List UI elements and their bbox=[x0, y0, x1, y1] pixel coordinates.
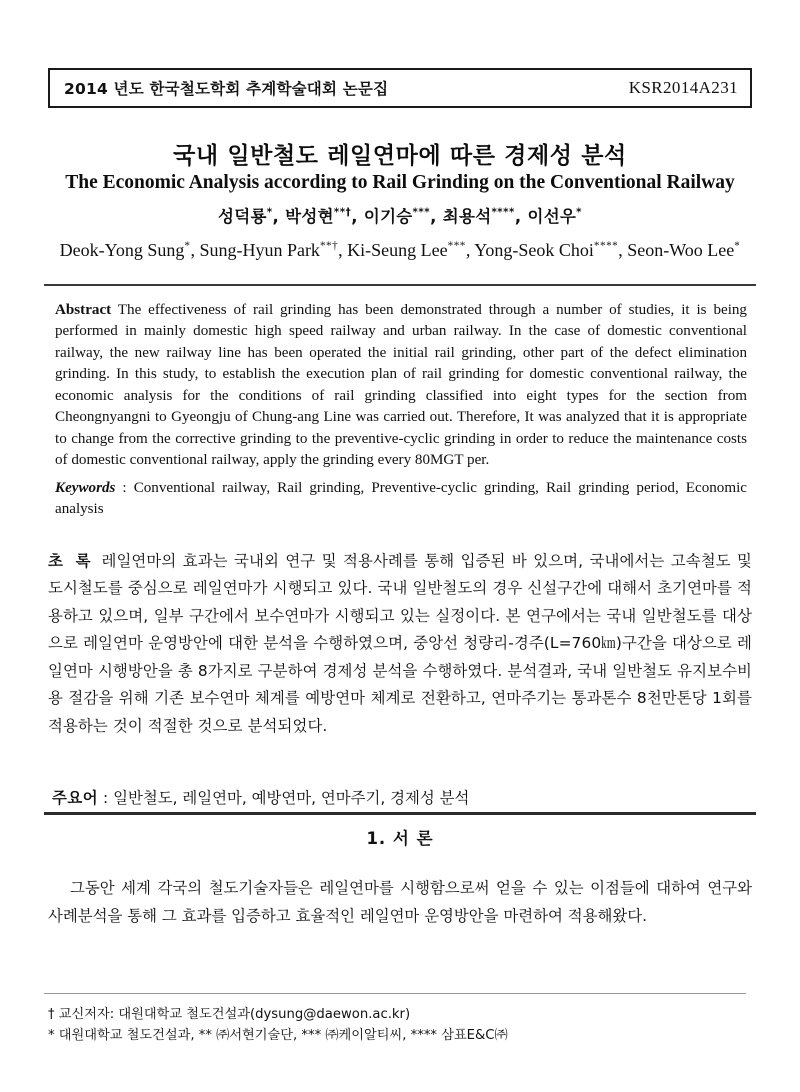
abstract-korean-text-part2: )구간을 대상으로 레일연마 시행방안을 총 8가지로 구분하여 경제성 분석을 수행하였다. 분석결과, 국내 일반철도 유지보수비용 절감을 위해 기존 보수연마 체계를 예방연마 체계로 전환하고, 연마주기는 통과톤수 8천만톤당 1회를 적용하는 것이 적절한 것으로 분석되었다. bbox=[48, 634, 753, 735]
abstract-korean-block bbox=[48, 548, 752, 740]
author-name: Sung-Hyun Park bbox=[199, 240, 320, 260]
authors-english bbox=[0, 240, 800, 261]
author-separator: , bbox=[338, 240, 348, 260]
abstract-block bbox=[55, 300, 747, 471]
author-affiliation-mark: * bbox=[266, 207, 273, 219]
abstract-text: The effectiveness of rail grinding has been demonstrated through a number of studies, it is being performed in mainly domestic high speed railway and urban railway. In the case of domestic conventional railway, the new railway line has been operated the initial rail grinding, other part of the defect elimination grinding. In this study, to establish the execution plan of rail grinding for domestic conventional railway, the economic analysis for the conditions of rail grinding classified into eight types for the section from Cheongnyangni to Gyeongju of Chung-ang Line was carried out. Therefore, It was analyzed that it is appropriate to change from the corrective grinding to the preventive-cyclic grinding in order to reduce the maintenance costs of domestic conventional railway, apply the grinding every 80MGT per. bbox=[55, 302, 747, 468]
author-name: 성덕룡 bbox=[217, 207, 267, 226]
author-affiliation-mark: * bbox=[734, 240, 741, 252]
footnote-separator bbox=[44, 993, 746, 994]
author-name: Seon-Woo Lee bbox=[627, 240, 735, 260]
author-separator: , bbox=[430, 207, 443, 226]
keywords-text: Conventional railway, Rail grinding, Preventive-cyclic grinding, Rail grinding period, Economic analysis bbox=[55, 480, 747, 518]
author-name: Yong-Seok Choi bbox=[474, 240, 594, 260]
section-paragraph: 그동안 세계 각국의 철도기술자들은 레일연마를 시행함으로써 얻을 수 있는 이점들에 대하여 연구와 사례분석을 통해 그 효과를 입증하고 효율적인 레일연마 운영방안을 마련하여 적용해왔다. bbox=[48, 879, 752, 926]
author-separator: , bbox=[618, 240, 628, 260]
author-affiliation-mark: *** bbox=[447, 240, 466, 252]
abstract-label: Abstract bbox=[55, 302, 112, 318]
author-separator: , bbox=[272, 207, 286, 226]
keywords-separator: : bbox=[115, 480, 134, 496]
author-separator: , bbox=[190, 240, 200, 260]
author-name: Ki-Seung Lee bbox=[347, 240, 448, 260]
keywords-korean-separator: : bbox=[98, 789, 114, 807]
km-unit: ㎞ bbox=[601, 636, 616, 653]
keywords-korean-block bbox=[52, 786, 752, 808]
title-english: The Economic Analysis according to Rail Grinding on the Conventional Railway bbox=[65, 172, 735, 193]
authors-korean bbox=[0, 203, 800, 227]
keywords-korean-text: 일반철도, 레일연마, 예방연마, 연마주기, 경제성 분석 bbox=[113, 789, 470, 807]
author-name: 이선우 bbox=[527, 207, 577, 226]
paper-code: KSR2014A231 bbox=[628, 78, 738, 97]
keywords-label: Keywords bbox=[55, 480, 116, 496]
author-affiliation-mark: **** bbox=[593, 240, 619, 252]
author-affiliation-mark: **† bbox=[333, 207, 352, 219]
author-affiliation-mark: * bbox=[576, 207, 583, 219]
author-name: 박성현 bbox=[285, 207, 334, 226]
journal-name: 2014 년도 한국철도학회 추계학술대회 논문집 bbox=[64, 80, 389, 98]
footnotes-block bbox=[48, 1004, 752, 1047]
author-affiliation-mark: **† bbox=[319, 240, 339, 252]
author-name: 최용석 bbox=[442, 207, 492, 226]
footnote-affiliations: * 대원대학교 철도건설과, ** ㈜서현기술단, *** ㈜케이알티씨, **** 삼표E&C㈜ bbox=[48, 1028, 508, 1044]
abstract-korean-text-part1: 레일연마의 효과는 국내외 연구 및 적용사례를 통해 입증된 바 있으며, 국내에서는 고속철도 및 도시철도를 중심으로 레일연마가 시행되고 있다. 국내 일반철도의 경우 신설구간에 대해서 초기연마를 적용하고 있으며, 일부 구간에서 보수연마가 시행되고 있는 실정이다. 본 연구에서는 국내 일반철도를 대상으로 레일연마 운영방안에 대한 분석을 수행하였으며, 중앙선 청량리-경주(L=760 bbox=[48, 552, 752, 653]
keywords-block bbox=[55, 478, 747, 521]
author-affiliation-mark: **** bbox=[491, 207, 515, 219]
abstract-korean-label: 초 록 bbox=[48, 552, 94, 570]
author-name: Deok-Yong Sung bbox=[59, 240, 185, 260]
author-separator: , bbox=[465, 240, 475, 260]
keywords-korean-label: 주요어 bbox=[52, 789, 99, 807]
title-korean: 국내 일반철도 레일연마에 따른 경제성 분석 bbox=[173, 143, 627, 169]
rule-above-abstract bbox=[44, 284, 756, 286]
author-affiliation-mark: *** bbox=[412, 207, 431, 219]
footnote-corresponding-author: † 교신저자: 대원대학교 철도건설과(dysung@daewon.ac.kr) bbox=[48, 1007, 411, 1022]
author-separator: , bbox=[514, 207, 528, 226]
running-head-box bbox=[48, 68, 752, 108]
rule-below-keywords bbox=[44, 812, 756, 815]
section-heading-introduction: 1. 서 론 bbox=[366, 829, 434, 848]
author-name: 이기승 bbox=[363, 207, 413, 226]
author-affiliation-mark: * bbox=[184, 240, 191, 252]
author-separator: , bbox=[351, 207, 364, 226]
